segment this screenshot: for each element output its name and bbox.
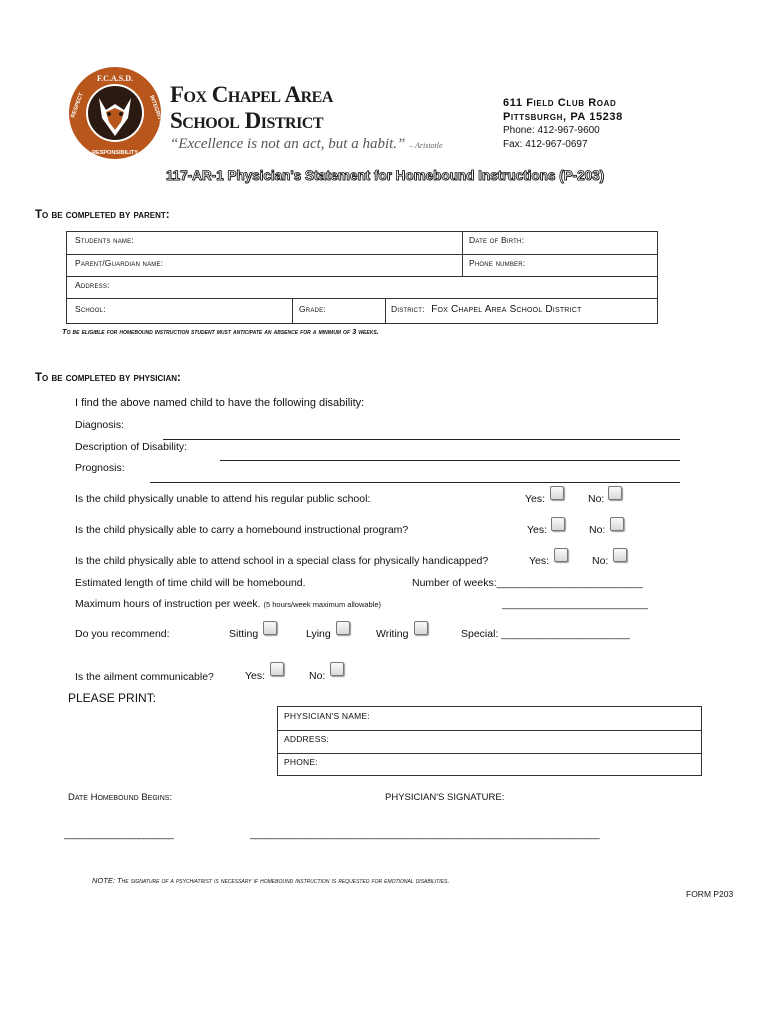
max-hours-note: (5 hours/week maximum allowable) bbox=[263, 600, 382, 609]
diagnosis-line[interactable] bbox=[163, 439, 680, 440]
signature-label: PHYSICIAN'S SIGNATURE: bbox=[385, 792, 505, 803]
students-name-field[interactable]: Students name: bbox=[75, 235, 134, 245]
lying-checkbox[interactable] bbox=[336, 621, 350, 635]
address-fax: Fax: 412-967-0697 bbox=[503, 139, 588, 150]
max-hours-label bbox=[75, 598, 381, 610]
sitting-checkbox[interactable] bbox=[263, 621, 277, 635]
q1-no-checkbox[interactable] bbox=[608, 486, 622, 500]
communicable-label: Is the ailment communicable? bbox=[75, 671, 214, 683]
number-of-weeks-field[interactable] bbox=[412, 577, 643, 589]
q2-no-checkbox[interactable] bbox=[610, 517, 624, 531]
parent-guardian-field[interactable]: Parent/Guardian name: bbox=[75, 258, 164, 268]
disability-intro: I find the above named child to have the following disability: bbox=[75, 397, 365, 409]
date-homebound-label: Date Homebound Begins: bbox=[68, 792, 173, 803]
description-line[interactable] bbox=[220, 460, 680, 461]
physician-section-heading: To be completed by physician: bbox=[35, 372, 181, 384]
q2-yes-checkbox[interactable] bbox=[551, 517, 565, 531]
form-number: FORM P203 bbox=[686, 889, 734, 899]
svg-text:F.C.A.S.D.: F.C.A.S.D. bbox=[97, 74, 133, 83]
district-motto bbox=[170, 136, 443, 153]
address-field[interactable]: Address: bbox=[75, 280, 110, 290]
diagnosis-label: Diagnosis: bbox=[75, 419, 125, 431]
communicable-yes-checkbox[interactable] bbox=[270, 662, 284, 676]
district-label: District: bbox=[391, 304, 425, 314]
q2-no-label: No: bbox=[589, 524, 606, 536]
svg-text:INTEGRITY: INTEGRITY bbox=[148, 94, 164, 125]
question-able-program: Is the child physically able to carry a homebound instructional program? bbox=[75, 524, 409, 536]
writing-label: Writing bbox=[376, 628, 409, 640]
psychiatrist-note: NOTE: The signature of a psychiatrist is necessary if homebound instruction is requested for emotional disabilities. bbox=[92, 876, 450, 885]
motto-text: “Excellence is not an act, but a habit.” bbox=[170, 136, 406, 152]
form-title: 117-AR-1 Physician's Statement for Homebound Instructions (P-203) bbox=[165, 168, 605, 183]
svg-text:RESPECT: RESPECT bbox=[70, 92, 85, 119]
district-name-line1: Fox Chapel Area bbox=[170, 82, 333, 107]
max-hours-text: Maximum hours of instruction per week. bbox=[75, 598, 261, 610]
physician-info-table bbox=[277, 706, 702, 776]
recommend-label: Do you recommend: bbox=[75, 628, 170, 640]
communicable-no-label: No: bbox=[309, 670, 326, 682]
district-field bbox=[391, 304, 581, 315]
number-of-weeks-label: Number of weeks: bbox=[412, 577, 497, 589]
prognosis-label: Prognosis: bbox=[75, 462, 125, 474]
district-value: Fox Chapel Area School District bbox=[431, 304, 582, 315]
special-field[interactable]: Special: ______________________ bbox=[461, 628, 630, 640]
svg-text:RESPONSIBILITY: RESPONSIBILITY bbox=[92, 150, 138, 156]
school-field[interactable]: School: bbox=[75, 304, 106, 314]
communicable-yes-label: Yes: bbox=[245, 670, 266, 682]
date-homebound-field[interactable]: ______________________ bbox=[64, 829, 174, 840]
writing-checkbox[interactable] bbox=[414, 621, 428, 635]
prognosis-line[interactable] bbox=[150, 482, 680, 483]
parent-section-heading: To be completed by parent: bbox=[35, 209, 170, 221]
grade-field[interactable]: Grade: bbox=[299, 304, 326, 314]
physician-address-field[interactable]: ADDRESS: bbox=[284, 734, 330, 744]
district-seal-logo bbox=[66, 66, 164, 160]
district-address bbox=[503, 96, 623, 152]
estimated-length-label: Estimated length of time child will be homebound. bbox=[75, 577, 306, 589]
q3-yes-checkbox[interactable] bbox=[554, 548, 568, 562]
sitting-label: Sitting bbox=[229, 628, 259, 640]
q3-no-label: No: bbox=[592, 555, 609, 567]
address-street: 611 Field Club Road bbox=[503, 97, 617, 109]
motto-attribution: – Aristotle bbox=[409, 141, 443, 150]
number-of-weeks-blank: _________________________ bbox=[496, 577, 643, 589]
eligibility-note: To be eligible for homebound instruction student must anticipate an absence for a minimum of 3 weeks. bbox=[62, 327, 379, 336]
lying-label: Lying bbox=[306, 628, 331, 640]
date-of-birth-field[interactable]: Date of Birth: bbox=[469, 235, 525, 245]
phone-number-field[interactable]: Phone number: bbox=[469, 258, 526, 268]
q1-no-label: No: bbox=[588, 493, 605, 505]
address-city: Pittsburgh, PA 15238 bbox=[503, 111, 623, 123]
q2-yes-label: Yes: bbox=[527, 524, 548, 536]
signature-field[interactable]: _____________________________________________________________________ bbox=[250, 829, 600, 840]
q3-no-checkbox[interactable] bbox=[613, 548, 627, 562]
physician-phone-field[interactable]: PHONE: bbox=[284, 757, 318, 767]
district-name bbox=[170, 82, 333, 134]
district-name-line2: School District bbox=[170, 108, 324, 133]
address-phone: Phone: 412-967-9600 bbox=[503, 125, 600, 136]
description-label: Description of Disability: bbox=[75, 441, 188, 453]
question-special-class: Is the child physically able to attend school in a special class for physically handicapped? bbox=[75, 555, 489, 567]
communicable-no-checkbox[interactable] bbox=[330, 662, 344, 676]
question-unable-attend: Is the child physically unable to attend his regular public school: bbox=[75, 493, 371, 505]
q3-yes-label: Yes: bbox=[529, 555, 550, 567]
physician-name-field[interactable]: PHYSICIAN'S NAME: bbox=[284, 711, 370, 721]
parent-info-table bbox=[66, 231, 658, 324]
please-print-heading: PLEASE PRINT: bbox=[68, 691, 157, 705]
max-hours-field[interactable]: _________________________ bbox=[502, 598, 648, 610]
q1-yes-label: Yes: bbox=[525, 493, 546, 505]
q1-yes-checkbox[interactable] bbox=[550, 486, 564, 500]
